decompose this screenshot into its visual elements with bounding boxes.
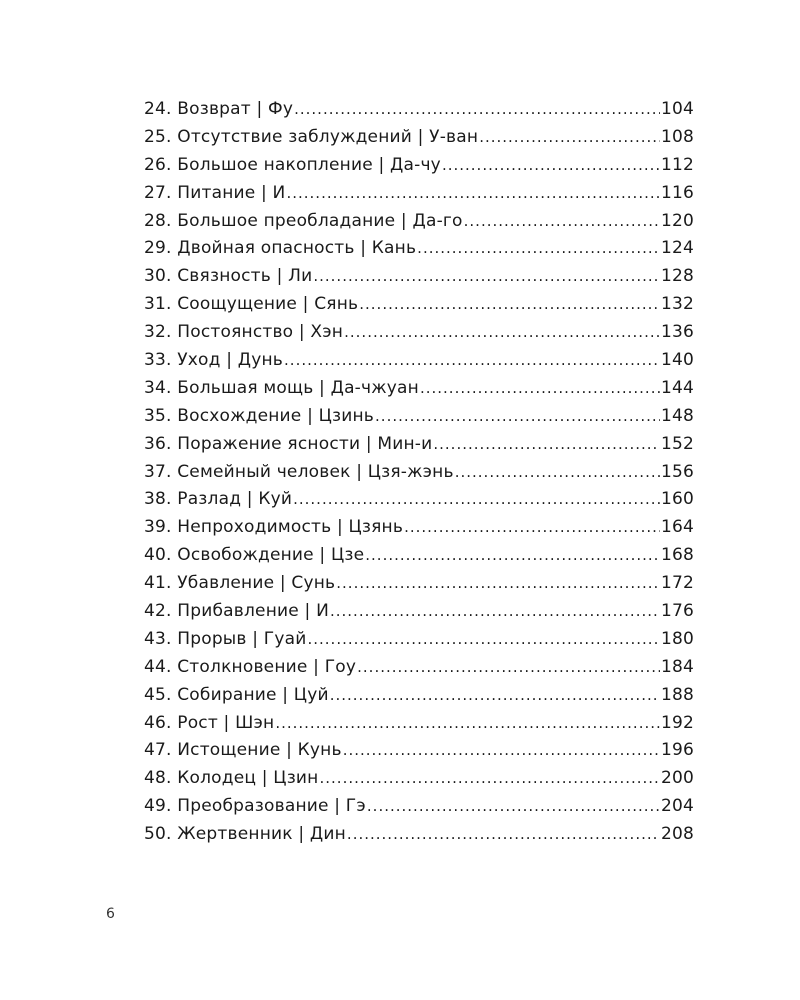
toc-entry[interactable] xyxy=(144,740,694,768)
table-of-contents xyxy=(144,99,694,852)
toc-entry-title: 37. Семейный человек | Цзя-жэнь xyxy=(144,461,454,482)
toc-entry[interactable] xyxy=(144,545,694,573)
toc-entry-page: 184 xyxy=(660,656,694,677)
toc-dot-leader xyxy=(365,546,660,564)
toc-entry[interactable] xyxy=(144,211,694,239)
toc-entry-title: 34. Большая мощь | Да-чжуан xyxy=(144,377,419,398)
toc-dot-leader xyxy=(330,686,660,704)
toc-dot-leader xyxy=(464,212,660,230)
toc-entry[interactable] xyxy=(144,434,694,462)
toc-entry-title: 40. Освобождение | Цзе xyxy=(144,545,365,566)
toc-entry-page: 104 xyxy=(660,99,694,119)
toc-entry-page: 128 xyxy=(660,266,694,287)
toc-entry-page: 172 xyxy=(660,573,694,594)
toc-entry-title: 27. Питание | И xyxy=(144,182,286,203)
toc-entry[interactable] xyxy=(144,183,694,211)
toc-entry[interactable] xyxy=(144,238,694,266)
toc-entry[interactable] xyxy=(144,266,694,294)
toc-entry-page: 152 xyxy=(660,433,694,454)
toc-entry-page: 148 xyxy=(660,405,694,426)
toc-entry-title: 28. Большое преобладание | Да-го xyxy=(144,210,463,231)
toc-entry-title: 47. Истощение | Кунь xyxy=(144,740,342,761)
toc-dot-leader xyxy=(479,128,660,146)
toc-entry-page: 132 xyxy=(660,294,694,315)
toc-entry[interactable] xyxy=(144,155,694,183)
toc-dot-leader xyxy=(320,769,660,787)
toc-dot-leader xyxy=(275,714,660,732)
toc-entry-page: 204 xyxy=(660,796,694,817)
toc-entry-title: 24. Возврат | Фу xyxy=(144,99,294,119)
toc-entry-title: 38. Разлад | Куй xyxy=(144,489,293,510)
toc-dot-leader xyxy=(344,323,660,341)
toc-dot-leader xyxy=(367,797,660,815)
toc-dot-leader xyxy=(433,435,660,453)
toc-dot-leader xyxy=(284,351,660,369)
toc-entry[interactable] xyxy=(144,685,694,713)
toc-entry-title: 29. Двойная опасность | Кань xyxy=(144,238,417,259)
page-number: 6 xyxy=(106,906,115,922)
toc-entry[interactable] xyxy=(144,350,694,378)
toc-entry-title: 26. Большое накопление | Да-чу xyxy=(144,154,441,175)
toc-entry-page: 196 xyxy=(660,740,694,761)
toc-dot-leader xyxy=(313,267,660,285)
toc-entry[interactable] xyxy=(144,322,694,350)
toc-dot-leader xyxy=(417,239,660,257)
toc-entry-page: 136 xyxy=(660,322,694,343)
toc-entry[interactable] xyxy=(144,462,694,490)
toc-dot-leader xyxy=(330,602,660,620)
toc-dot-leader xyxy=(359,295,660,313)
toc-entry-title: 41. Убавление | Сунь xyxy=(144,573,336,594)
toc-entry-page: 156 xyxy=(660,461,694,482)
toc-entry[interactable] xyxy=(144,378,694,406)
toc-entry-page: 116 xyxy=(660,182,694,203)
toc-entry-title: 44. Столкновение | Гоу xyxy=(144,656,357,677)
toc-dot-leader xyxy=(294,100,660,118)
toc-entry[interactable] xyxy=(144,517,694,545)
toc-entry-title: 25. Отсутствие заблуждений | У-ван xyxy=(144,126,479,147)
toc-entry-title: 39. Непроходимость | Цзянь xyxy=(144,517,404,538)
toc-entry-title: 30. Связность | Ли xyxy=(144,266,313,287)
toc-entry-page: 112 xyxy=(660,154,694,175)
toc-entry-page: 188 xyxy=(660,684,694,705)
toc-entry-page: 140 xyxy=(660,350,694,371)
toc-entry-title: 43. Прорыв | Гуай xyxy=(144,628,307,649)
toc-dot-leader xyxy=(347,825,660,843)
toc-entry[interactable] xyxy=(144,99,694,127)
toc-entry-page: 176 xyxy=(660,601,694,622)
toc-entry[interactable] xyxy=(144,796,694,824)
toc-dot-leader xyxy=(286,184,659,202)
toc-dot-leader xyxy=(404,518,660,536)
toc-entry[interactable] xyxy=(144,406,694,434)
toc-entry[interactable] xyxy=(144,768,694,796)
toc-entry-title: 49. Преобразование | Гэ xyxy=(144,796,366,817)
toc-entry-title: 46. Рост | Шэн xyxy=(144,712,275,733)
toc-entry[interactable] xyxy=(144,489,694,517)
toc-dot-leader xyxy=(307,630,659,648)
toc-entry[interactable] xyxy=(144,629,694,657)
toc-entry[interactable] xyxy=(144,127,694,155)
toc-entry-page: 144 xyxy=(660,377,694,398)
toc-entry-title: 32. Постоянство | Хэн xyxy=(144,322,344,343)
toc-entry-page: 200 xyxy=(660,768,694,789)
toc-dot-leader xyxy=(420,379,660,397)
toc-entry[interactable] xyxy=(144,824,694,852)
toc-entry-page: 180 xyxy=(660,628,694,649)
toc-entry-title: 48. Колодец | Цзин xyxy=(144,768,319,789)
toc-dot-leader xyxy=(357,658,660,676)
toc-dot-leader xyxy=(442,156,660,174)
toc-dot-leader xyxy=(343,741,660,759)
toc-entry[interactable] xyxy=(144,601,694,629)
toc-dot-leader xyxy=(375,407,660,425)
toc-entry[interactable] xyxy=(144,657,694,685)
toc-entry-title: 36. Поражение ясности | Мин-и xyxy=(144,433,433,454)
toc-entry-page: 164 xyxy=(660,517,694,538)
toc-entry-page: 120 xyxy=(660,210,694,231)
toc-entry[interactable] xyxy=(144,573,694,601)
toc-entry[interactable] xyxy=(144,294,694,322)
toc-dot-leader xyxy=(336,574,660,592)
toc-entry-page: 124 xyxy=(660,238,694,259)
toc-entry-page: 108 xyxy=(660,126,694,147)
toc-entry-page: 192 xyxy=(660,712,694,733)
toc-entry[interactable] xyxy=(144,713,694,741)
toc-dot-leader xyxy=(455,463,660,481)
toc-dot-leader xyxy=(293,490,660,508)
toc-entry-page: 160 xyxy=(660,489,694,510)
toc-entry-title: 35. Восхождение | Цзинь xyxy=(144,405,375,426)
toc-entry-page: 208 xyxy=(660,824,694,845)
toc-entry-title: 31. Соощущение | Сянь xyxy=(144,294,359,315)
toc-entry-title: 50. Жертвенник | Дин xyxy=(144,824,346,845)
toc-entry-page: 168 xyxy=(660,545,694,566)
toc-entry-title: 45. Собирание | Цуй xyxy=(144,684,329,705)
toc-entry-title: 33. Уход | Дунь xyxy=(144,350,284,371)
toc-entry-title: 42. Прибавление | И xyxy=(144,601,329,622)
